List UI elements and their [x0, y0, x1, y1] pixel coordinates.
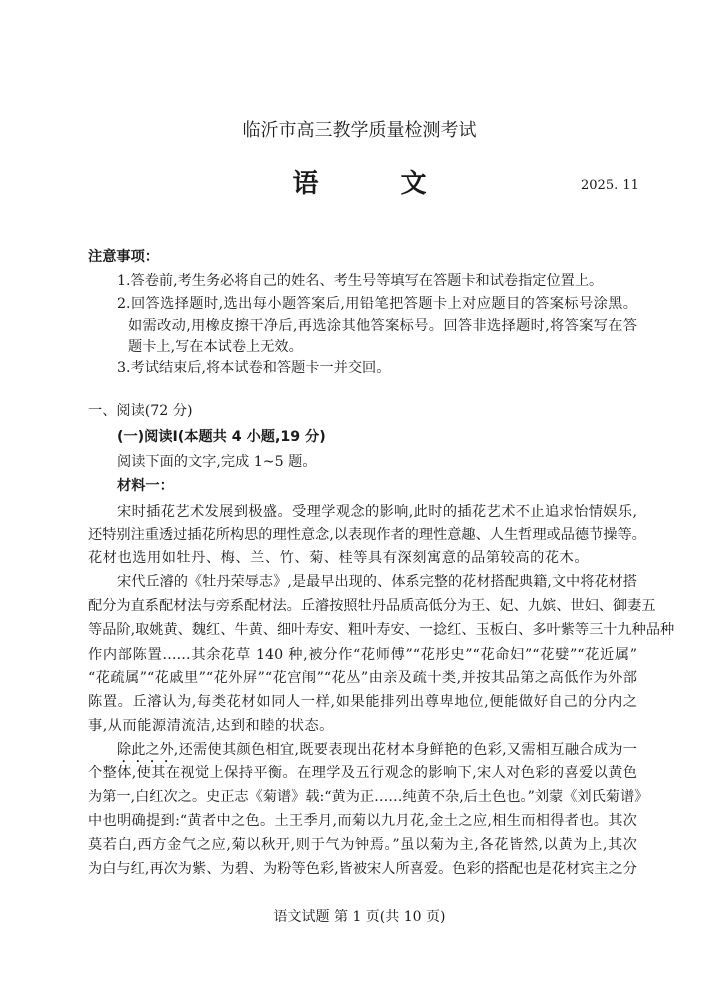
notice-line: 题卡上,写在本试卷上无效。 [128, 339, 303, 355]
passage-line: 花材也选用如牡丹、梅、兰、竹、菊、桂等具有深刻寓意的品第较高的花木。 [88, 550, 590, 566]
passage-line: 还特别注重透过插花所构思的理性意念,以表现作者的理性意趣、人生哲理或品德节操等。 [88, 527, 646, 543]
exam-title: 临沂市高三教学质量检测考试 [242, 120, 477, 141]
exam-date: 2025. 11 [581, 178, 639, 193]
notice-line: 1.答卷前,考生务必将自己的姓名、考生号等填写在答题卡和试卷指定位置上。 [117, 273, 604, 289]
passage-line: 陈置。丘濬认为,每类花材如同人一样,如果能排列出尊卑地位,便能做好自己的分内之 [88, 694, 637, 710]
passage-line: 宋时插花艺术发展到极盛。受理学观念的影响,此时的插花艺术不止追求怡情娱乐, [117, 504, 637, 520]
section-subheading: (一)阅读Ⅰ(本题共 4 小题,19 分) [117, 429, 326, 445]
notice-heading: 注意事项： [88, 249, 159, 265]
passage-line: 个整体,使其在视觉上保持平衡。在理学及五行观念的影响下,宋人对色彩的喜爱以黄色 [88, 765, 637, 781]
page-footer: 语文试题 第 1 页(共 10 页) [273, 909, 446, 925]
passage-line: 宋代丘濬的《牡丹荣辱志》,是最早出现的、体系完整的花材搭配典籍,文中将花材搭 [117, 574, 637, 590]
passage-line: 作内部陈置……其余花草 140 种,被分作“花师傅”“花彤史”“花命妇”“花嬖”“花近属” [88, 647, 637, 663]
passage-line: 为第一,白红次之。史正志《菊谱》载:“黄为正……纯黄不杂,后土色也。”刘蒙《刘氏菊谱》 [88, 789, 649, 805]
emphasized-phrase: 除此之外 [117, 742, 174, 758]
passage-line: “花疏属”“花戚里”“花外屏”“花宫闱”“花丛”由亲及疏十类,并按其品第之高低作为外部 [88, 670, 637, 686]
passage-line: 中也明确提到:“黄者中之色。土王季月,而菊以九月花,金土之应,相生而相得者也。其次 [88, 813, 637, 829]
notice-line: 如需改动,用橡皮擦干净后,再选涂其他答案标号。回答非选择题时,将答案写在答 [128, 318, 637, 334]
passage-line: 配分为直系配材法与旁系配材法。丘濬按照牡丹品质高低分为王、妃、九嫔、世妇、御妻五 [88, 598, 656, 614]
passage-line: 等品阶,取姚黄、魏红、牛黄、细叶寿安、粗叶寿安、一捻红、玉板白、多叶紫等三十九种品种 [88, 622, 675, 638]
passage-line: 为白与红,再次为紫、为碧、为粉等色彩,皆被宋人所喜爱。色彩的搭配也是花材宾主之分 [88, 861, 637, 877]
notice-line: 3.考试结束后,将本试卷和答题卡一并交回。 [117, 360, 391, 376]
passage-line [117, 740, 637, 760]
instruction: 阅读下面的文字,完成 1~5 题。 [117, 454, 317, 470]
passage-line: 事,从而能源清流洁,达到和睦的状态。 [88, 718, 334, 734]
subject-title: 语 文 [292, 169, 455, 199]
material-label: 材料一： [117, 478, 174, 494]
section-heading: 一、阅读(72 分) [88, 403, 193, 419]
passage-line: 莫若白,西方金气之应,菊以秋开,则于气为钟焉。”虽以菊为主,各花皆然,以黄为上,其次 [88, 837, 637, 853]
notice-line: 2.回答选择题时,选出每小题答案后,用铅笔把答题卡上对应题目的答案标号涂黑。 [117, 296, 637, 312]
passage-text: ,还需使其颜色相宜,既要表现出花材本身鲜艳的色彩,又需相互融合成为一 [173, 742, 637, 758]
